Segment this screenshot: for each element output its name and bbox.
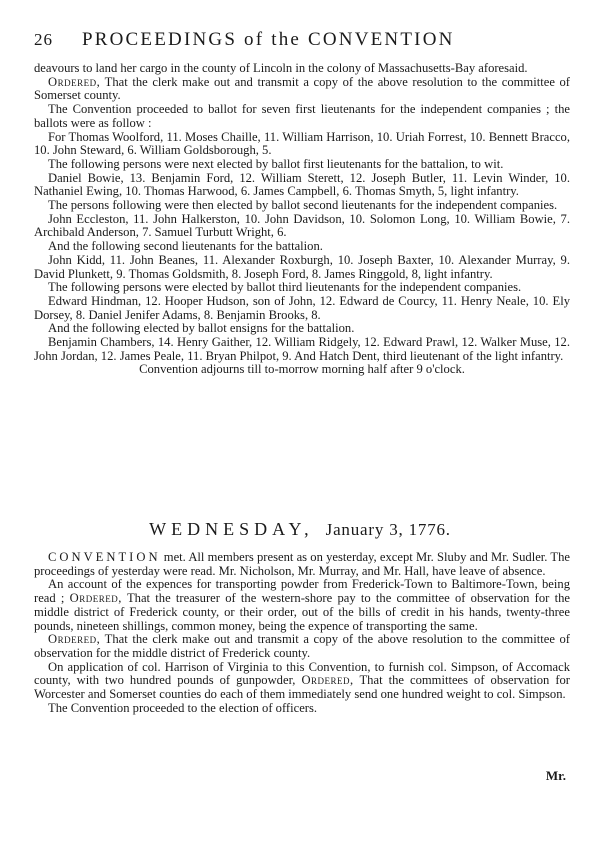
ordered-label: Ordered,: [48, 632, 101, 647]
paragraph-text: That the treasurer of the western-shore pay to the committee of observation for the middle district of Frederick county, or their order, out of the bills of credit in his hands, twenty-three pounds, nineteen shillings, common money, being the expence of transporting the same.: [34, 591, 571, 633]
paragraph: [34, 551, 570, 578]
paragraph: Benjamin Chambers, 14. Henry Gaither, 12. William Ridgely, 12. Edward Prawl, 12. Walker Muse, 12. John Jordan, 12. James Peale, 11. Bryan Philpot, 9. And Hatch Dent, third lieutenant of the light infantry.: [34, 335, 570, 363]
section-first-day-text: [34, 62, 570, 377]
paragraph: And the following elected by ballot ensigns for the battalion.: [48, 321, 355, 336]
paragraph: John Kidd, 11. John Beanes, 11. Alexander Roxburgh, 10. Joseph Baxter, 10. Alexander Murray, 9. David Plunkett, 9. Thomas Goldsmith, 8. Joseph Ford, 8. James Ringgold, 8, light infantry.: [34, 252, 570, 281]
adjournment-line: Convention adjourns till to-morrow morning half after 9 o'clock.: [139, 362, 465, 377]
paragraph: The Convention proceeded to ballot for seven first lieutenants for the independent companies ; the ballots were as follow :: [34, 102, 570, 130]
paragraph: [34, 633, 570, 660]
paragraph: [34, 661, 570, 702]
ordered-label: Ordered,: [69, 591, 122, 606]
paragraph: Daniel Bowie, 13. Benjamin Ford, 12. William Sterett, 12. Joseph Butler, 11. Levin Winder, 10. Nathaniel Ewing, 10. Thomas Harwood, 6. James Campbell, 6. Thomas Smyth, 5, light infantry.: [34, 170, 570, 199]
convention-word: CONVENTION: [48, 550, 161, 564]
paragraph: For Thomas Woolford, 11. Moses Chaille, 11. William Harrison, 10. Uriah Forrest, 10. Bennett Bracco, 10. John Steward, 6. William Goldsborough, 5.: [34, 129, 570, 158]
paragraph-text: That the clerk make out and transmit a copy of the above resolution to the committee of Somerset county.: [34, 74, 571, 103]
section-wednesday-text: [34, 551, 570, 715]
paragraph: deavours to land her cargo in the county of Lincoln in the colony of Massachusetts-Bay aforesaid.: [34, 61, 528, 75]
paragraph: [34, 76, 570, 103]
catchword: Mr.: [545, 768, 566, 783]
paragraph-text: That the clerk make out and transmit a copy of the above resolution to the committee of observation for the middle district of Frederick county.: [34, 632, 571, 660]
page-number: 26: [34, 30, 53, 49]
ordered-label: Ordered,: [301, 673, 354, 688]
paragraph: The Convention proceeded to the election of officers.: [48, 700, 318, 715]
paragraph-text: On application of col. Harrison of Virginia to this Convention, to furnish col. Simpson, of Accomack county, with two hundred pounds of gunpowder,: [34, 659, 570, 688]
paragraph: [34, 578, 570, 633]
day-name: WEDNESDAY,: [149, 519, 314, 539]
paragraph: John Eccleston, 11. John Halkerston, 10. John Davidson, 10. Solomon Long, 10. William Bowie, 7. Archibald Anderson, 7. Samuel Turbutt Wright, 6.: [34, 211, 570, 240]
paragraph: And the following second lieutenants for the battalion.: [48, 239, 323, 254]
ordered-label: Ordered,: [48, 74, 101, 89]
day-date: January 3, 1776.: [325, 520, 451, 539]
paragraph-text: That the committees of observation for Worcester and Somerset counties do each of them immediately send one hundred weight to col. Simpson.: [34, 673, 570, 702]
paragraph-text: met. All members present as on yesterday, except Mr. Sluby and Mr. Sudler. The proceedings of yesterday were read. Mr. Nicholson, Mr. Murray, and Mr. Hall, have leave of absence.: [34, 550, 570, 578]
paragraph: The persons following were then elected by ballot second lieutenants for the independent companies.: [48, 198, 558, 213]
running-head: PROCEEDINGS of the CONVENTION: [82, 29, 455, 50]
paragraph: The following persons were elected by ballot third lieutenants for the independent companies.: [48, 280, 522, 295]
paragraph: Edward Hindman, 12. Hooper Hudson, son of John, 12. Edward de Courcy, 11. Henry Neale, 10. Ely Dorsey, 8. Daniel Jenifer Adams, 8. Benjamin Brooks, 8.: [34, 293, 570, 322]
day-heading: [0, 519, 600, 540]
paragraph-text: An account of the expences for transporting powder from Frederick-Town to Baltimore-Town, being read ;: [34, 577, 570, 606]
paragraph: The following persons were next elected by ballot first lieutenants for the battalion, to wit.: [48, 156, 504, 171]
